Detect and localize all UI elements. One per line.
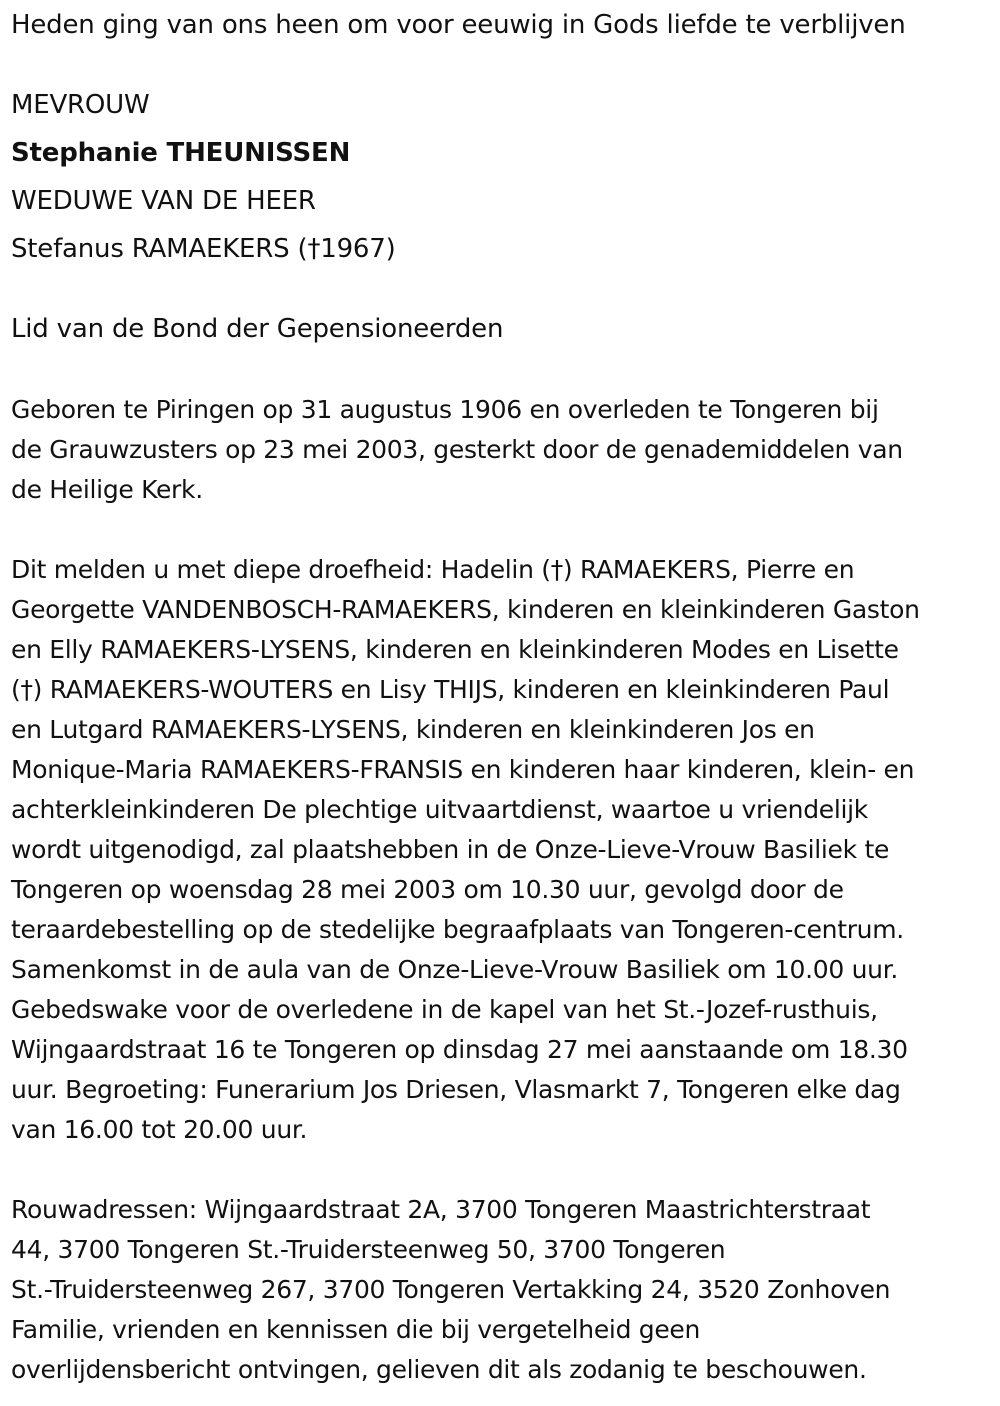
paragraph-line: Samenkomst in de aula van de Onze-Lieve-Vrouw Basiliek om 10.00 uur. — [11, 955, 899, 984]
paragraph-line: Tongeren op woensdag 28 mei 2003 om 10.30 uur, gevolgd door de — [11, 875, 844, 904]
paragraph-line: teraardebestelling op de stedelijke begraafplaats van Tongeren-centrum. — [11, 915, 904, 944]
paragraph-line: uur. Begroeting: Funerarium Jos Driesen, Vlasmarkt 7, Tongeren elke dag — [11, 1075, 901, 1104]
honorific-title: MEVROUW — [11, 90, 150, 120]
paragraph-line: Wijngaardstraat 16 te Tongeren op dinsdag 27 mei aanstaande om 18.30 — [11, 1035, 908, 1064]
paragraph-line: Dit melden u met diepe droefheid: Hadelin (†) RAMAEKERS, Pierre en — [11, 555, 855, 584]
deceased-name: Stephanie THEUNISSEN — [11, 138, 351, 168]
membership-line: Lid van de Bond der Gepensioneerden — [11, 314, 504, 344]
paragraph-line: en Lutgard RAMAEKERS-LYSENS, kinderen en kleinkinderen Jos en — [11, 715, 815, 744]
widow-of-label: WEDUWE VAN DE HEER — [11, 186, 316, 216]
announcement-paragraph — [11, 550, 991, 1150]
paragraph-line: Gebedswake voor de overledene in de kapel van het St.-Jozef-rusthuis, — [11, 995, 878, 1024]
paragraph-line: 44, 3700 Tongeren St.-Truidersteenweg 50, 3700 Tongeren — [11, 1235, 726, 1264]
paragraph-line: Georgette VANDENBOSCH-RAMAEKERS, kinderen en kleinkinderen Gaston — [11, 595, 920, 624]
paragraph-line: wordt uitgenodigd, zal plaatshebben in de Onze-Lieve-Vrouw Basiliek te — [11, 835, 890, 864]
intro-line: Heden ging van ons heen om voor eeuwig in Gods liefde te verblijven — [11, 10, 906, 40]
spouse-name: Stefanus RAMAEKERS (†1967) — [11, 234, 396, 264]
paragraph-line: overlijdensbericht ontvingen, gelieven dit als zodanig te beschouwen. — [11, 1355, 867, 1384]
birth-death-paragraph — [11, 390, 991, 510]
paragraph-line: van 16.00 tot 20.00 uur. — [11, 1115, 308, 1144]
addresses-paragraph — [11, 1190, 991, 1390]
paragraph-line: Familie, vrienden en kennissen die bij vergetelheid geen — [11, 1315, 701, 1344]
paragraph-line: Monique-Maria RAMAEKERS-FRANSIS en kinderen haar kinderen, klein- en — [11, 755, 915, 784]
paragraph-line: de Grauwzusters op 23 mei 2003, gesterkt door de genademiddelen van — [11, 435, 903, 464]
paragraph-line: (†) RAMAEKERS-WOUTERS en Lisy THIJS, kinderen en kleinkinderen Paul — [11, 675, 890, 704]
paragraph-line: Geboren te Piringen op 31 augustus 1906 en overleden te Tongeren bij — [11, 395, 879, 424]
paragraph-line: en Elly RAMAEKERS-LYSENS, kinderen en kleinkinderen Modes en Lisette — [11, 635, 899, 664]
paragraph-line: St.-Truidersteenweg 267, 3700 Tongeren Vertakking 24, 3520 Zonhoven — [11, 1275, 891, 1304]
paragraph-line: de Heilige Kerk. — [11, 475, 203, 504]
paragraph-line: achterkleinkinderen De plechtige uitvaartdienst, waartoe u vriendelijk — [11, 795, 868, 824]
paragraph-line: Rouwadressen: Wijngaardstraat 2A, 3700 Tongeren Maastrichterstraat — [11, 1195, 871, 1224]
